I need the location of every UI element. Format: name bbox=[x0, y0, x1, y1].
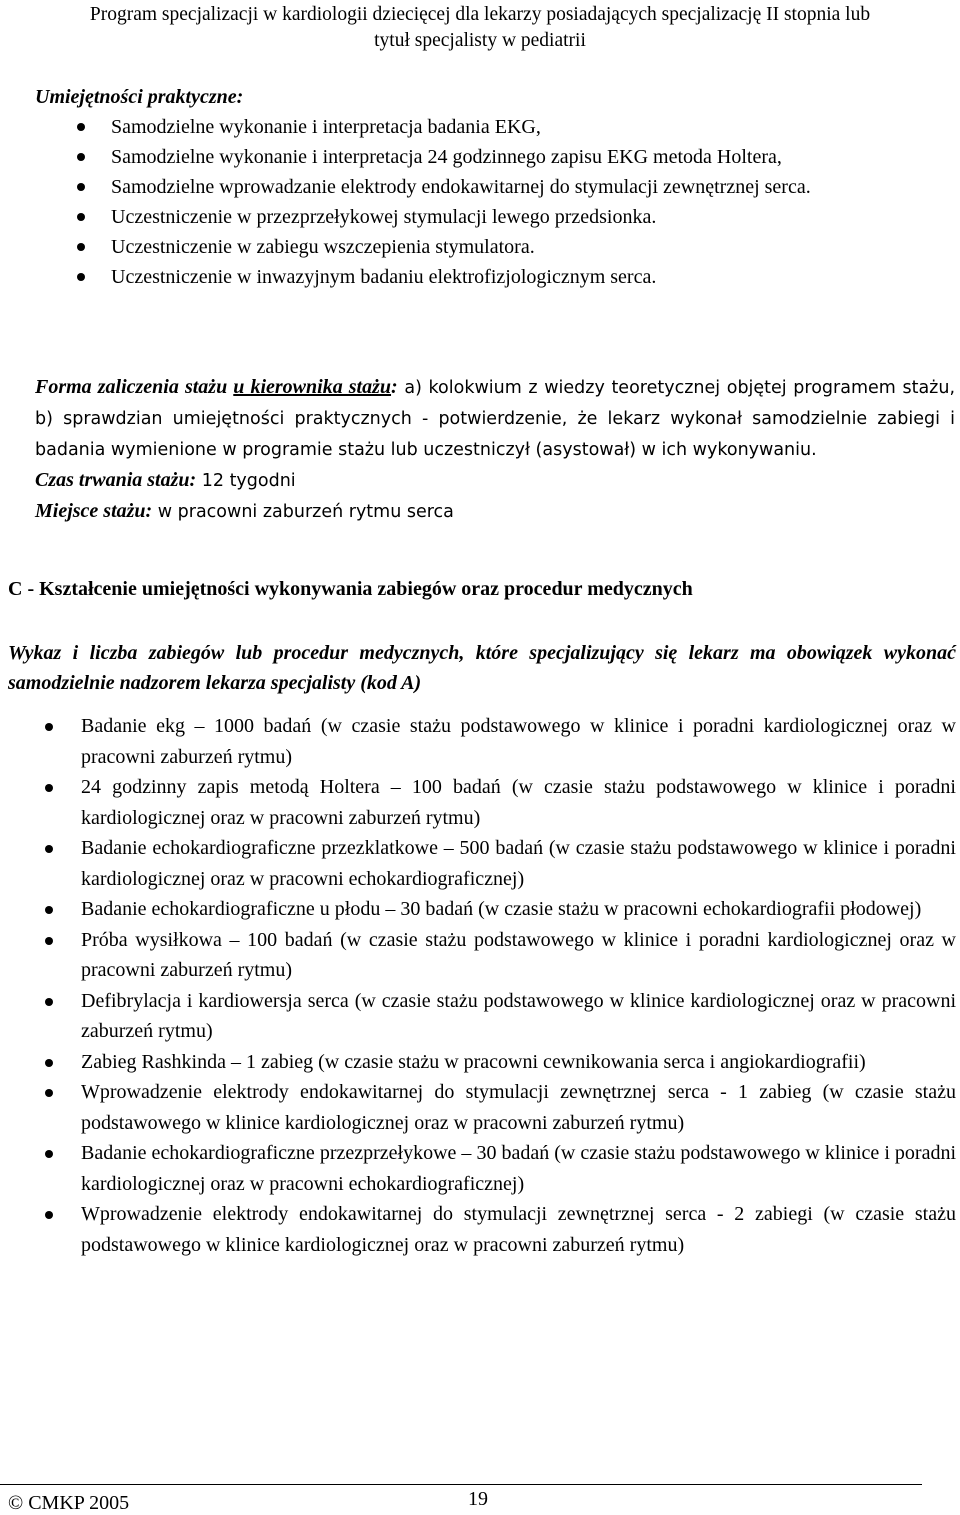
list-item bbox=[8, 1047, 956, 1078]
bullet-icon bbox=[45, 906, 53, 914]
list-item bbox=[8, 772, 956, 833]
list-item bbox=[8, 711, 956, 772]
forma-paragraph bbox=[35, 372, 955, 465]
bullet-icon bbox=[77, 273, 85, 281]
list-item-text: Uczestniczenie w inwazyjnym badaniu elektrofizjologicznym serca. bbox=[111, 266, 657, 288]
list-item-text: Uczestniczenie w przezprzełykowej stymulacji lewego przedsionka. bbox=[111, 206, 657, 228]
list-item bbox=[8, 1077, 956, 1138]
bullet-icon bbox=[45, 784, 53, 792]
bullet-icon bbox=[77, 213, 85, 221]
header-line-2: tytuł specjalisty w pediatrii bbox=[374, 30, 586, 51]
page-number: 19 bbox=[468, 1488, 488, 1510]
list-item bbox=[35, 142, 955, 172]
list-item-text: Badanie echokardiograficzne u płodu – 30 badań (w czasie stażu w pracowni echokardiografii płodowej) bbox=[81, 898, 922, 920]
bullet-icon bbox=[77, 183, 85, 191]
bullet-icon bbox=[45, 937, 53, 945]
miejsce-label: Miejsce stażu: bbox=[35, 500, 153, 522]
list-item-text: Defibrylacja i kardiowersja serca (w czasie stażu podstawowego w klinice kardiologicznej oraz w pracowni zaburzeń rytmu) bbox=[81, 989, 956, 1042]
bullet-icon bbox=[45, 845, 53, 853]
list-item-text: Samodzielne wykonanie i interpretacja 24 godzinnego zapisu EKG metoda Holtera, bbox=[111, 146, 782, 168]
procedures-section bbox=[8, 711, 956, 1260]
list-item bbox=[8, 925, 956, 986]
list-item bbox=[8, 1199, 956, 1260]
czas-paragraph bbox=[35, 465, 955, 496]
header-line-1: Program specjalizacji w kardiologii dziecięcej dla lekarzy posiadających specjalizację II stopnia lub bbox=[89, 4, 871, 25]
bullet-icon bbox=[45, 1150, 53, 1158]
list-item-text: Próba wysiłkowa – 100 badań (w czasie stażu podstawowego w klinice i poradni kardiologicznej oraz w pracowni zaburzeń rytmu) bbox=[81, 928, 956, 981]
czas-value: 12 tygodni bbox=[196, 471, 296, 491]
forma-label-underlined: u kierownika stażu bbox=[233, 376, 392, 398]
list-item-text: 24 godzinny zapis metodą Holtera – 100 badań (w czasie stażu podstawowego w klinice i poradni kardiologicznej oraz w pracowni zaburzeń rytmu) bbox=[81, 776, 956, 829]
list-item bbox=[35, 262, 955, 292]
list-item bbox=[35, 112, 955, 142]
list-item bbox=[8, 833, 956, 894]
czas-label: Czas trwania stażu: bbox=[35, 469, 197, 491]
list-item-text: Badanie echokardiograficzne przezklatkowe – 500 badań (w czasie stażu podstawowego w klinice i poradni kardiologicznej oraz w pracowni echokardiograficznej) bbox=[81, 837, 956, 890]
forma-section bbox=[35, 372, 955, 527]
list-item-text: Wprowadzenie elektrody endokawitarnej do stymulacji zewnętrznej serca - 1 zabieg (w czasie stażu podstawowego w klinice kardiologicznej oraz w pracowni zaburzeń rytmu) bbox=[81, 1081, 956, 1134]
bullet-icon bbox=[45, 723, 53, 731]
list-item bbox=[8, 1138, 956, 1199]
bullet-icon bbox=[77, 123, 85, 131]
list-item-text: Zabieg Rashkinda – 1 zabieg (w czasie stażu w pracowni cewnikowania serca i angiokardiografii) bbox=[81, 1050, 866, 1073]
bullet-icon bbox=[45, 1211, 53, 1219]
forma-label-colon: : bbox=[391, 376, 398, 398]
list-item-text: Samodzielne wykonanie i interpretacja badania EKG, bbox=[111, 116, 541, 138]
list-item-text: Badanie ekg – 1000 badań (w czasie stażu podstawowego w klinice i poradni kardiologicznej oraz w pracowni zaburzeń rytmu) bbox=[81, 715, 956, 768]
page-header bbox=[0, 2, 960, 54]
miejsce-paragraph bbox=[35, 496, 955, 527]
bullet-icon bbox=[77, 153, 85, 161]
procedures-list bbox=[8, 711, 956, 1260]
section-c-heading: C - Kształcenie umiejętności wykonywania zabiegów oraz procedur medycznych bbox=[8, 578, 693, 600]
list-item-text: Wprowadzenie elektrody endokawitarnej do stymulacji zewnętrznej serca - 2 zabiegi (w czasie stażu podstawowego w klinice kardiologicznej oraz w pracowni zaburzeń rytmu) bbox=[81, 1203, 956, 1256]
list-item-text: Badanie echokardiograficzne przezprzełykowe – 30 badań (w czasie stażu podstawowego w klinice i poradni kardiologicznej oraz w pracowni echokardiograficznej) bbox=[81, 1142, 956, 1195]
list-item bbox=[35, 172, 955, 202]
list-item bbox=[8, 986, 956, 1047]
skills-title: Umiejętności praktyczne: bbox=[35, 86, 244, 108]
forma-label: Forma zaliczenia stażu bbox=[35, 376, 234, 398]
footer-copyright: © CMKP 2005 bbox=[8, 1492, 130, 1514]
bullet-icon bbox=[45, 1059, 53, 1067]
wykaz-heading: Wykaz i liczba zabiegów lub procedur medycznych, które specjalizujący się lekarz ma obowiązek wykonać samodzielnie nadzorem lekarza specjalisty (kod A) bbox=[8, 642, 956, 694]
list-item bbox=[8, 894, 956, 925]
list-item bbox=[35, 202, 955, 232]
bullet-icon bbox=[45, 998, 53, 1006]
skills-list bbox=[35, 112, 955, 292]
miejsce-value: w pracowni zaburzeń rytmu serca bbox=[152, 502, 454, 522]
skills-section bbox=[35, 82, 955, 292]
list-item-text: Samodzielne wprowadzanie elektrody endokawitarnej do stymulacji zewnętrznej serca. bbox=[111, 176, 811, 198]
forma-text: a) kolokwium z wiedzy teoretycznej objętej programem stażu, b) sprawdzian umiejętności praktycznych - potwierdzenie, że lekarz wykonał samodzielnie zabiegi i badania wymienione w programie stażu lub uczestniczył (asystował) w ich wykonywaniu. bbox=[35, 378, 956, 460]
bullet-icon bbox=[77, 243, 85, 251]
list-item-text: Uczestniczenie w zabiegu wszczepienia stymulatora. bbox=[111, 236, 535, 258]
bullet-icon bbox=[45, 1089, 53, 1097]
footer-divider bbox=[0, 1484, 922, 1485]
list-item bbox=[35, 232, 955, 262]
